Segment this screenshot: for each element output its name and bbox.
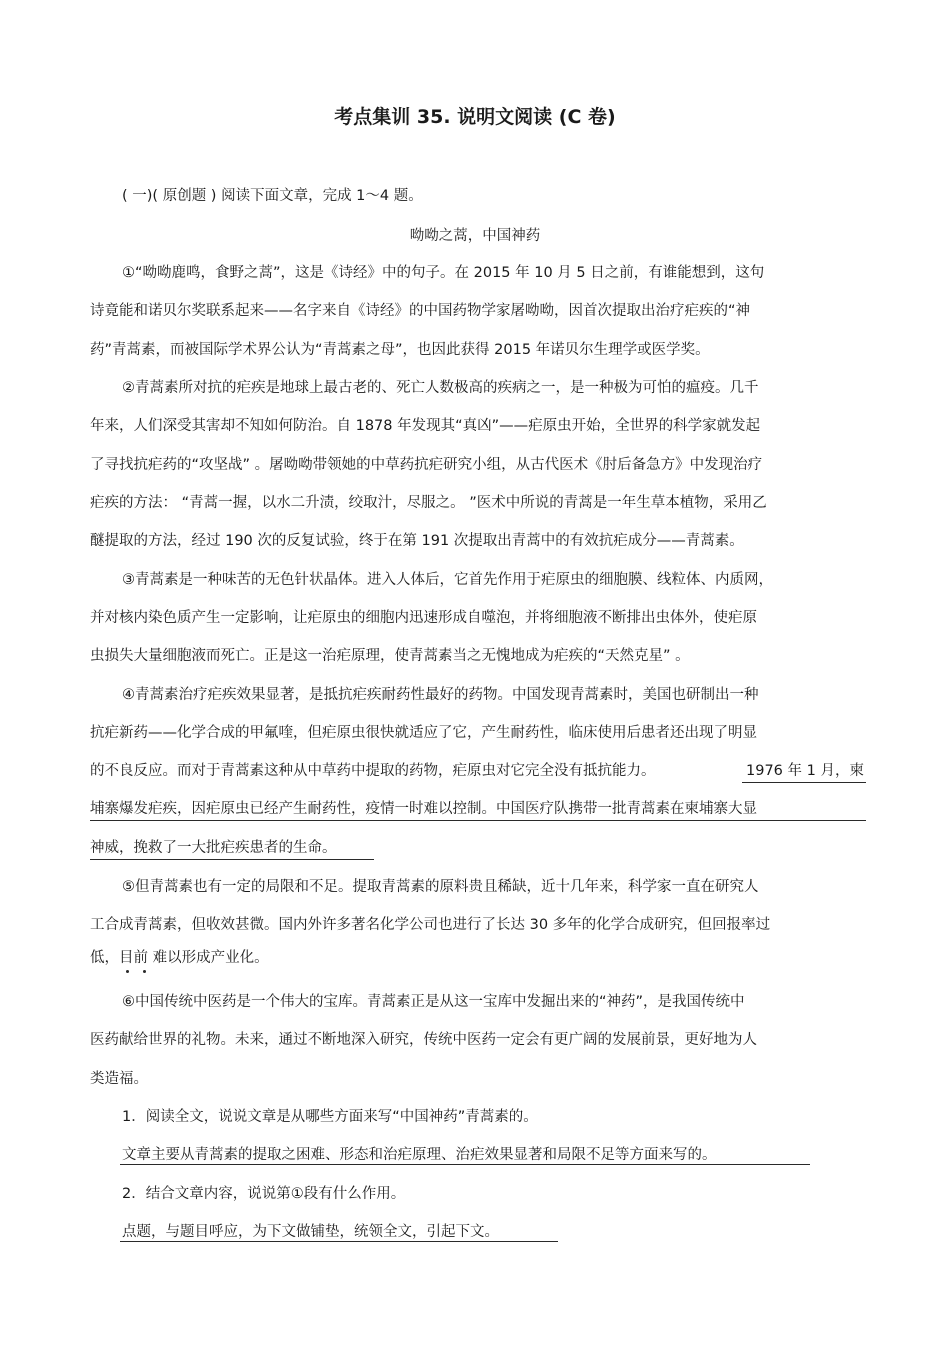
emphasis-dot	[126, 970, 129, 973]
paragraph-4-line-1: ④青蒿素治疗疟疾效果显著，是抵抗疟疾耐药性最好的药物。中国发现青蒿素时，美国也研制出一种	[122, 687, 759, 703]
paragraph-3-line-2: 并对核内染色质产生一定影响，让疟原虫的细胞内迅速形成自噬泡，并将细胞液不断排出虫体外，使疟原	[90, 610, 757, 626]
paragraph-1-line-2: 诗竟能和诺贝尔奖联系起来——名字来自《诗经》的中国药物学家屠呦呦，因首次提取出治疗疟疾的“神	[90, 303, 751, 319]
page-title: 考点集训 35. 说明文阅读 (C 卷)	[334, 106, 616, 128]
emphasis-dot	[143, 970, 146, 973]
answer-1: 文章主要从青蒿素的提取之困难、形态和治疟原理、治疟效果显著和局限不足等方面来写的。	[122, 1147, 717, 1163]
paragraph-2-line-2: 年来，人们深受其害却不知如何防治。自 1878 年发现其“真凶”——疟原虫开始，全世界的科学家就发起	[90, 418, 761, 434]
paragraph-4-line-3: 的不良反应。而对于青蒿素这种从中草药中提取的药物，疟原虫对它完全没有抵抗能力。	[90, 763, 656, 779]
paragraph-4-line-4: 埔寨爆发疟疾，因疟原虫已经产生耐药性，疫情一时难以控制。中国医疗队携带一批青蒿素在柬埔寨大显	[90, 801, 757, 817]
paragraph-6-line-2: 医药献给世界的礼物。未来，通过不断地深入研究，传统中医药一定会有更广阔的发展前景，更好地为人	[90, 1032, 757, 1048]
answer-2: 点题，与题目呼应，为下文做铺垫，统领全文，引起下文。	[122, 1224, 499, 1240]
paragraph-1-line-3: 药”青蒿素，而被国际学术界公认为“青蒿素之母”，也因此获得 2015 年诺贝尔生理学或医学奖。	[90, 342, 710, 358]
paragraph-3-line-3: 虫损失大量细胞液而死亡。正是这一治疟原理，使青蒿素当之无愧地成为疟疾的“天然克星” 。	[90, 648, 690, 664]
paragraph-4-date: 1976 年 1 月，柬	[746, 763, 864, 779]
question-2: 2．结合文章内容，说说第①段有什么作用。	[122, 1186, 406, 1202]
paragraph-6-line-3: 类造福。	[90, 1071, 148, 1087]
underline	[90, 859, 374, 860]
paragraph-3-line-1: ③青蒿素是一种味苦的无色针状晶体。进入人体后，它首先作用于疟原虫的细胞膜、线粒体、内质网，	[122, 572, 773, 588]
paragraph-5-line-2: 工合成青蒿素，但收效甚微。国内外许多著名化学公司也进行了长达 30 多年的化学合成研究，但回报率过	[90, 917, 771, 933]
paragraph-5-line-1: ⑤但青蒿素也有一定的局限和不足。提取青蒿素的原料贵且稀缺，近十几年来，科学家一直在研究人	[122, 879, 759, 895]
paragraph-2-line-3: 了寻找抗疟药的“攻坚战” 。屠呦呦带领她的中草药抗疟研究小组，从古代医术《肘后备急方》中发现治疗	[90, 457, 763, 473]
article-title: 呦呦之蒿，中国神药	[409, 228, 541, 244]
question-1: 1．阅读全文，说说文章是从哪些方面来写“中国神药”青蒿素的。	[122, 1109, 538, 1125]
underline	[90, 820, 866, 821]
paragraph-4-line-2: 抗疟新药——化学合成的甲氟喹，但疟原虫很快就适应了它，产生耐药性，临床使用后患者还出现了明显	[90, 725, 757, 741]
paragraph-4-line-5: 神威，挽救了一大批疟疾患者的生命。	[90, 840, 337, 856]
paragraph-6-line-1: ⑥中国传统中医药是一个伟大的宝库。青蒿素正是从这一宝库中发掘出来的“神药”，是我国传统中	[122, 994, 745, 1010]
paragraph-1-line-1: ①“呦呦鹿鸣，食野之蒿”，这是《诗经》中的句子。在 2015 年 10 月 5 日之前，有谁能想到，这句	[122, 265, 765, 281]
paragraph-5-line-3: 低，目前 难以形成产业化。	[90, 950, 269, 966]
underline	[120, 1164, 810, 1165]
section-instruction: ( 一)( 原创题 ) 阅读下面文章，完成 1～4 题。	[122, 188, 423, 204]
underline	[742, 782, 866, 783]
paragraph-2-line-1: ②青蒿素所对抗的疟疾是地球上最古老的、死亡人数极高的疾病之一，是一种极为可怕的瘟疫。几千	[122, 380, 759, 396]
paragraph-2-line-4: 疟疾的方法： “青蒿一握，以水二升渍，绞取汁，尽服之。 ”医术中所说的青蒿是一年生草本植物，采用乙	[90, 495, 767, 511]
underline	[120, 1241, 558, 1242]
paragraph-2-line-5: 醚提取的方法，经过 190 次的反复试验，终于在第 191 次提取出青蒿中的有效抗疟成分——青蒿素。	[90, 533, 744, 549]
